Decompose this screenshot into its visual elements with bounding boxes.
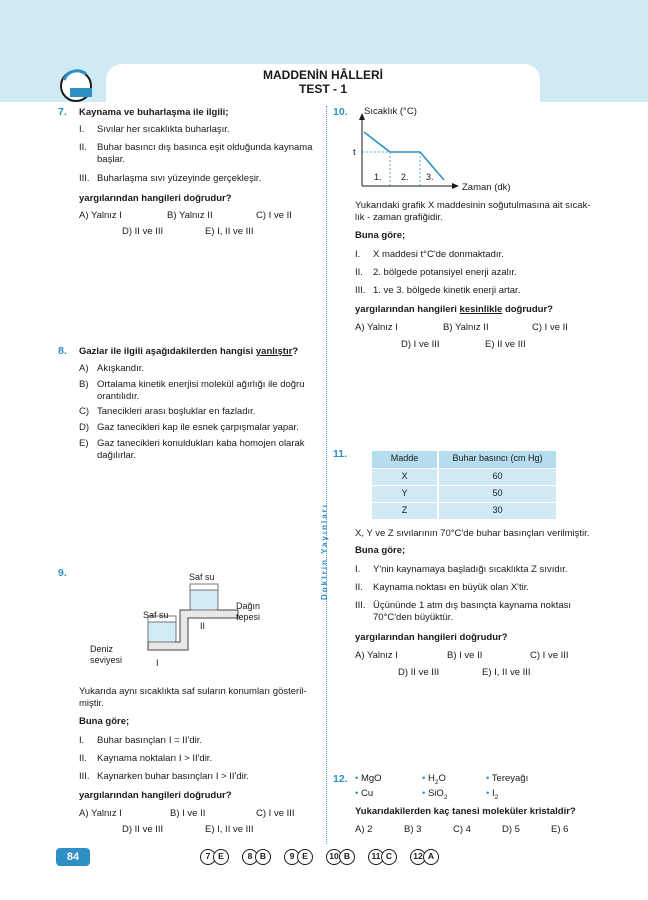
q12-item-cu: • Cu [355, 788, 374, 799]
publisher-side-text: Doktrin Yayınları [320, 503, 329, 600]
q10-option-e[interactable]: E) II ve III [485, 339, 526, 350]
q12-item-tereyagi: • Tereyağı [486, 773, 529, 784]
answer-key-item [326, 849, 355, 865]
q10-buna-gore: Buna göre; [355, 230, 406, 241]
q7-question: yargılarından hangileri doğrudur? [79, 193, 232, 204]
q10-ylabel: Sıcaklık (°C) [364, 106, 417, 117]
answer-key-item [284, 849, 313, 865]
column-divider [326, 106, 327, 844]
q10-option-c[interactable]: C) I ve II [532, 322, 568, 333]
q9-label-deniz: Deniz [90, 644, 114, 654]
q9-option-c[interactable]: C) I ve III [256, 808, 295, 819]
table-header-cell: Madde [372, 451, 438, 468]
q9-option-a[interactable]: A) Yalnız I [79, 808, 122, 819]
answer-key-question: 11 [368, 849, 384, 865]
q11-option-b[interactable]: B) I ve II [447, 650, 483, 661]
q7-number: 7. [58, 106, 67, 118]
q9-option-e[interactable]: E) I, II ve III [205, 824, 254, 835]
answer-key-answer: E [213, 849, 229, 865]
q10-t-label: t [353, 147, 356, 158]
q10-region-3: 3. [426, 172, 434, 182]
page-number: 84 [56, 848, 90, 866]
q12-item-i2: • $I_2$ [486, 788, 499, 801]
q12-number: 12. [333, 773, 348, 785]
q7-option-c[interactable]: C) I ve II [256, 210, 292, 221]
page-title: MADDENİN HÂLLERİ [263, 68, 383, 82]
answer-key-answer: B [339, 849, 355, 865]
q9-desc-1: Yukarıda aynı sıcaklıkta saf suların konumları gösteril- [79, 686, 307, 697]
q11-option-c[interactable]: C) I ve III [530, 650, 569, 661]
table-cell: 60 [438, 468, 556, 485]
q12-option-a[interactable]: A) 2 [355, 824, 373, 835]
q9-number: 9. [58, 567, 67, 579]
answer-key-question: 10 [326, 849, 342, 865]
q9-label-I: I [156, 658, 159, 668]
q11-question: yargılarından hangileri doğrudur? [355, 632, 508, 643]
answer-key-question: 12 [410, 849, 426, 865]
q12-option-d[interactable]: D) 5 [502, 824, 520, 835]
q8-stem: Gazlar ile ilgili aşağıdakilerden hangisi yanlıştır? [79, 346, 299, 357]
q9-label-safsu-top: Saf su [189, 572, 215, 582]
table-cell: X [372, 468, 438, 485]
q10-option-d[interactable]: D) I ve III [401, 339, 440, 350]
answer-key-item [200, 849, 229, 865]
q12-item-h2o: • $H_2O$ [422, 773, 446, 786]
q11-option-d[interactable]: D) II ve III [398, 667, 440, 678]
q10-option-a[interactable]: A) Yalnız I [355, 322, 398, 333]
q7-option-b[interactable]: B) Yalnız II [167, 210, 213, 221]
q11-desc: X, Y ve Z sıvılarının 70°C'de buhar basınçları verilmiştir. [355, 528, 590, 539]
q12-option-b[interactable]: B) 3 [404, 824, 422, 835]
answer-key-item [242, 849, 271, 865]
title-box [106, 64, 540, 102]
answer-key-question: 7 [200, 849, 216, 865]
q9-desc-2: miştir. [79, 698, 104, 709]
table-header-cell: Buhar basıncı (cm Hg) [438, 451, 556, 468]
q10-option-b[interactable]: B) Yalnız II [443, 322, 489, 333]
q12-question: Yukarıdakilerden kaç tanesi moleküler kristaldir? [355, 806, 576, 817]
q10-region-2: 2. [401, 172, 409, 182]
q10-desc-2: lık - zaman grafiğidir. [355, 212, 443, 223]
q7-option-e[interactable]: E) I, II ve III [205, 226, 254, 237]
table-row [372, 485, 556, 502]
q9-question: yargılarından hangileri doğrudur? [79, 790, 232, 801]
q12-option-c[interactable]: C) 4 [453, 824, 471, 835]
q10-question: yargılarından hangileri kesinlikle doğrudur? [355, 304, 553, 315]
q8-number: 8. [58, 345, 67, 357]
q7-option-d[interactable]: D) II ve III [122, 226, 164, 237]
q9-label-dagin: Dağın [236, 601, 261, 611]
answer-key-answer: A [423, 849, 439, 865]
table-cell: Z [372, 502, 438, 519]
q10-region-1: 1. [374, 172, 382, 182]
q9-option-d[interactable]: D) II ve III [122, 824, 164, 835]
table-cell: Y [372, 485, 438, 502]
q11-number: 11. [333, 448, 348, 460]
test-label: TEST - 1 [298, 82, 347, 96]
table-row [372, 468, 556, 485]
q9-option-b[interactable]: B) I ve II [170, 808, 206, 819]
table-header-row [372, 451, 556, 468]
publisher-logo [56, 66, 96, 106]
q9-label-seviyesi: seviyesi [90, 655, 123, 665]
table-cell: 50 [438, 485, 556, 502]
answer-key-question: 9 [284, 849, 300, 865]
q11-table [372, 451, 556, 520]
q12-option-e[interactable]: E) 6 [551, 824, 569, 835]
q9-label-safsu-left: Saf su [143, 610, 169, 620]
q9-label-II: II [200, 621, 206, 631]
table-cell: 30 [438, 502, 556, 519]
answer-key-item [410, 849, 439, 865]
q7-option-a[interactable]: A) Yalnız I [79, 210, 122, 221]
answer-key-answer: B [255, 849, 271, 865]
q11-option-e[interactable]: E) I, II ve III [482, 667, 531, 678]
answer-key-answer: C [381, 849, 397, 865]
q11-option-a[interactable]: A) Yalnız I [355, 650, 398, 661]
table-row [372, 502, 556, 519]
q9-buna-gore: Buna göre; [79, 716, 130, 727]
q10-desc-1: Yukarıdaki grafik X maddesinin soğutulmasına ait sıcak- [355, 200, 591, 211]
q12-item-mgo: • MgO [355, 773, 382, 784]
answer-key-question: 8 [242, 849, 258, 865]
q10-xlabel: Zaman (dk) [462, 182, 511, 193]
q11-buna-gore: Buna göre; [355, 545, 406, 556]
q12-item-sio2: • SiO$_2$ [422, 788, 448, 801]
answer-key-answer: E [297, 849, 313, 865]
q10-number: 10. [333, 106, 348, 118]
answer-key-item [368, 849, 397, 865]
q9-label-tepesi: tepesi [236, 612, 261, 622]
q7-stem: Kaynama ve buharlaşma ile ilgili; [79, 107, 229, 118]
